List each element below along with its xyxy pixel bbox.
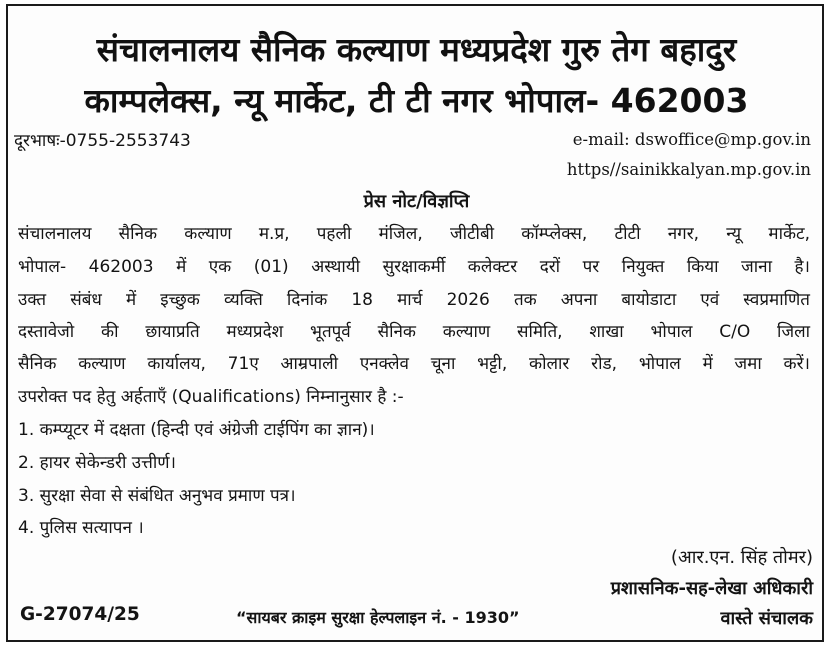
body-line: संचालनालय सैनिक कल्याण म.प्र, पहली मंजिल, जीटीबी कॉम्प्लेक्स, टीटी नगर, न्यू मार्केट, (18, 224, 810, 244)
body-line: सैनिक कल्याण कार्यालय, 71ए आम्रपाली एनक्लेव चूना भट्टी, कोलार रोड, भोपाल में जमा करें। (18, 354, 810, 374)
qualification-item: 2. हायर सेकेन्डरी उत्तीर्ण। (18, 453, 176, 473)
body-line: भोपाल- 462003 में एक (01) अस्थायी सुरक्षाकर्मी कलेक्टर दरों पर नियुक्त किया जाना है। (18, 257, 810, 277)
cyber-helpline: “सायबर क्राइम सुरक्षा हेल्पलाइन नं. - 1930” (236, 608, 520, 627)
qualification-item: 4. पुलिस सत्यापन । (18, 518, 144, 538)
signatory-name: (आर.एन. सिंह तोमर) (670, 547, 813, 568)
qualification-item: 3. सुरक्षा सेवा से संबंधित अनुभव प्रमाण पत्र। (18, 486, 296, 506)
email-address: e-mail: dswoffice@mp.gov.in (572, 130, 811, 149)
phone-number: दूरभाषः-0755-2553743 (14, 131, 191, 151)
body-line: उक्त संबंध में इच्छुक व्यक्ति दिनांक 18 मार्च 2026 तक अपना बायोडाटा एवं स्वप्रमाणित (18, 290, 810, 310)
signatory-for: वास्ते संचालक (720, 608, 813, 629)
signatory-designation: प्रशासनिक-सह-लेखा अधिकारी (610, 578, 813, 599)
website-url: https//sainikkalyan.mp.gov.in (566, 160, 811, 179)
notice-title: प्रेस नोट/विज्ञप्ति (363, 191, 470, 212)
reference-number: G-27074/25 (20, 604, 140, 625)
header-line-2: काम्पलेक्स, न्यू मार्केट, टी टी नगर भोपाल- 462003 (84, 81, 749, 120)
qualification-item: 1. कम्प्यूटर में दक्षता (हिन्दी एवं अंग्रेजी टाईपिंग का ज्ञान)। (18, 420, 375, 440)
qualifications-intro: उपरोक्त पद हेतु अर्हताएँ (Qualifications) निम्नानुसार है :- (18, 387, 404, 407)
body-line: दस्तावेजो की छायाप्रति मध्यप्रदेश भूतपूर्व सैनिक कल्याण समिति, शाखा भोपाल C/O जिला (18, 322, 810, 342)
header-line-1: संचालनालय सैनिक कल्याण मध्यप्रदेश गुरु तेग बहादुर (96, 30, 737, 69)
